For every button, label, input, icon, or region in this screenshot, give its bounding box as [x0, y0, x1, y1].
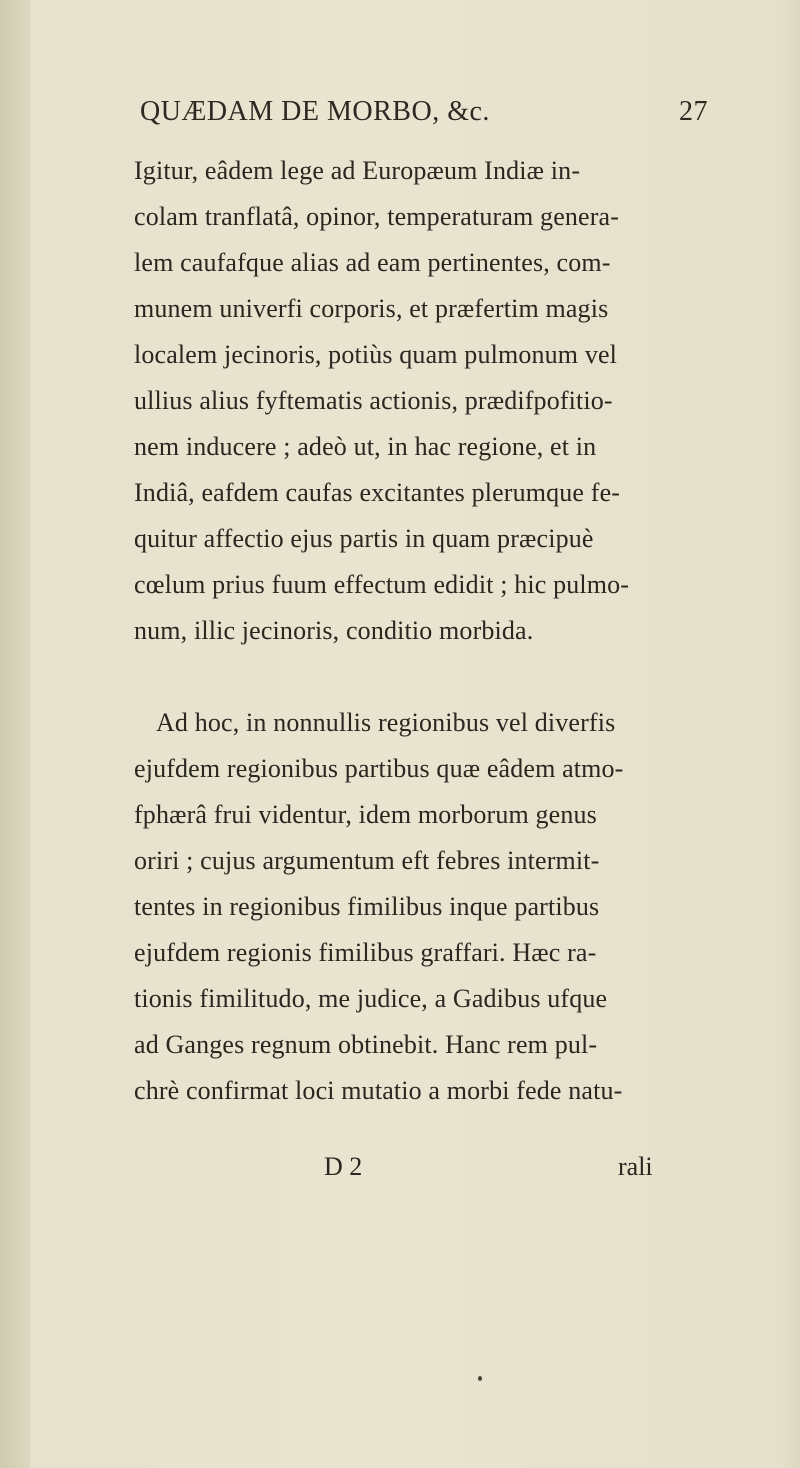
text-line: fphærâ frui videntur, idem morborum genus: [134, 800, 597, 829]
text-line: num, illic jecinoris, conditio morbida.: [134, 616, 534, 645]
text-line: tionis fimilitudo, me judice, a Gadibus ufque: [134, 984, 608, 1013]
text-line: lem caufafque alias ad eam pertinentes, com-: [134, 248, 611, 277]
text-line: localem jecinoris, potiùs quam pulmonum vel: [134, 340, 618, 369]
ink-speck: [478, 1376, 482, 1381]
body-text: [134, 148, 764, 1114]
paragraph-1: [134, 148, 764, 654]
catchword: rali: [618, 1152, 653, 1181]
paragraph-spacer: [134, 654, 764, 700]
text-line: ejufdem regionibus partibus quæ eâdem atmo-: [134, 754, 624, 783]
page-footer: [134, 1152, 764, 1192]
page-number: 27: [679, 96, 708, 127]
text-line: munem univerfi corporis, et præfertim magis: [134, 294, 609, 323]
text-line: ejufdem regionis fimilibus graffari. Hæc ra-: [134, 938, 597, 967]
text-line: nem inducere ; adeò ut, in hac regione, et in: [134, 432, 597, 461]
running-head: [140, 96, 740, 136]
text-line: colam tranflatâ, opinor, temperaturam genera-: [134, 202, 620, 231]
text-line: oriri ; cujus argumentum eft febres intermit-: [134, 846, 600, 875]
paragraph-2: [134, 700, 764, 1114]
running-head-title: QUÆDAM DE MORBO, &c.: [140, 96, 490, 127]
page-gutter: [0, 0, 30, 1468]
text-line: Ad hoc, in nonnullis regionibus vel diverfis: [156, 708, 616, 737]
text-line: cœlum prius fuum effectum edidit ; hic pulmo-: [134, 570, 630, 599]
text-line: quitur affectio ejus partis in quam præcipuè: [134, 524, 594, 553]
text-line: tentes in regionibus fimilibus inque partibus: [134, 892, 600, 921]
text-line: ullius alius fyftematis actionis, prædifpofitio-: [134, 386, 613, 415]
text-line: ad Ganges regnum obtinebit. Hanc rem pul-: [134, 1030, 598, 1059]
text-line: chrè confirmat loci mutatio a morbi fede natu-: [134, 1076, 623, 1105]
text-line: Indiâ, eafdem caufas excitantes plerumque fe-: [134, 478, 621, 507]
text-line: Igitur, eâdem lege ad Europæum Indiæ in-: [134, 156, 581, 185]
signature-mark: D 2: [324, 1152, 363, 1181]
